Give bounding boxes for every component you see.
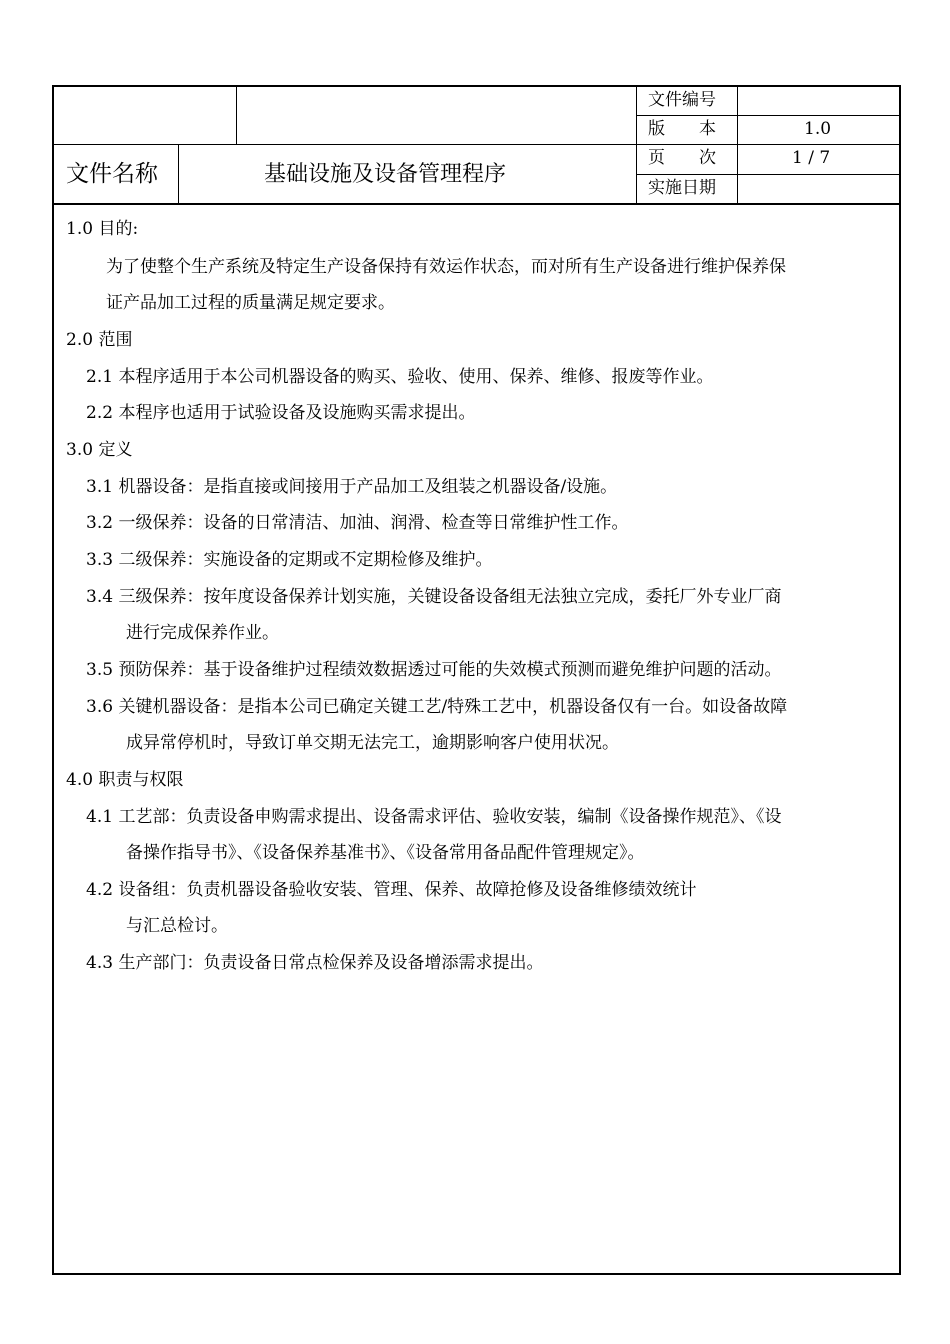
header-vline-3 — [636, 87, 637, 204]
doc-name-label: 文件名称 — [66, 161, 158, 187]
header-vline-4 — [737, 87, 738, 204]
section-3-3: 3.3 二级保养：实施设备的定期或不定期检修及维护。 — [86, 550, 493, 570]
section-3-4-line-1: 3.4 三级保养：按年度设备保养计划实施，关键设备设备组无法独立完成，委托厂外专业厂商 — [86, 587, 782, 607]
header-line-bottom — [54, 203, 899, 205]
document-frame — [52, 85, 901, 1275]
section-2-1: 2.1 本程序适用于本公司机器设备的购买、验收、使用、保养、维修、报废等作业。 — [86, 367, 714, 387]
header-vline-1 — [236, 87, 237, 144]
version-label: 版 本 — [648, 119, 716, 139]
header-line-r1 — [636, 115, 899, 116]
section-3-1: 3.1 机器设备：是指直接或间接用于产品加工及组装之机器设备/设施。 — [86, 477, 618, 497]
section-4-2-line-1: 4.2 设备组：负责机器设备验收安装、管理、保养、故障抢修及设备维修绩效统计 — [86, 880, 697, 900]
section-3-2: 3.2 一级保养：设备的日常清洁、加油、润滑、检查等日常维护性工作。 — [86, 513, 629, 533]
header-line-r3 — [636, 174, 899, 175]
section-3-6-line-1: 3.6 关键机器设备：是指本公司已确定关键工艺/特殊工艺中，机器设备仅有一台。如设备故障 — [86, 697, 788, 717]
section-3-4-line-2: 进行完成保养作业。 — [126, 623, 279, 643]
header-line-top-row — [54, 144, 636, 145]
section-2-heading: 2.0 范围 — [66, 330, 133, 350]
section-1-para-2: 证产品加工过程的质量满足规定要求。 — [106, 293, 395, 313]
section-4-2-line-2: 与汇总检讨。 — [126, 916, 228, 936]
page-value: 1 / 7 — [792, 148, 831, 168]
section-4-1-line-2: 备操作指导书》、《设备保养基准书》、《设备常用备品配件管理规定》。 — [126, 843, 645, 863]
section-3-6-line-2: 成异常停机时，导致订单交期无法完工，逾期影响客户使用状况。 — [126, 733, 619, 753]
section-3-5: 3.5 预防保养：基于设备维护过程绩效数据透过可能的失效模式预测而避免维护问题的活动。 — [86, 660, 782, 680]
doc-title: 基础设施及设备管理程序 — [264, 162, 507, 187]
header-vline-2 — [178, 144, 179, 204]
section-1-para-1: 为了使整个生产系统及特定生产设备保持有效运作状态，而对所有生产设备进行维护保养保 — [106, 257, 786, 277]
section-1-heading: 1.0 目的: — [66, 219, 139, 239]
section-4-heading: 4.0 职责与权限 — [66, 770, 184, 790]
section-2-2: 2.2 本程序也适用于试验设备及设施购买需求提出。 — [86, 403, 476, 423]
section-3-heading: 3.0 定义 — [66, 440, 133, 460]
header-line-r2 — [636, 144, 899, 145]
page-label: 页 次 — [648, 148, 716, 168]
version-value: 1.0 — [804, 119, 832, 139]
section-4-1-line-1: 4.1 工艺部：负责设备申购需求提出、设备需求评估、验收安装，编制《设备操作规范》、《设 — [86, 807, 782, 827]
effective-date-label: 实施日期 — [648, 178, 716, 198]
section-4-3: 4.3 生产部门：负责设备日常点检保养及设备增添需求提出。 — [86, 953, 544, 973]
file-no-label: 文件编号 — [648, 90, 716, 110]
